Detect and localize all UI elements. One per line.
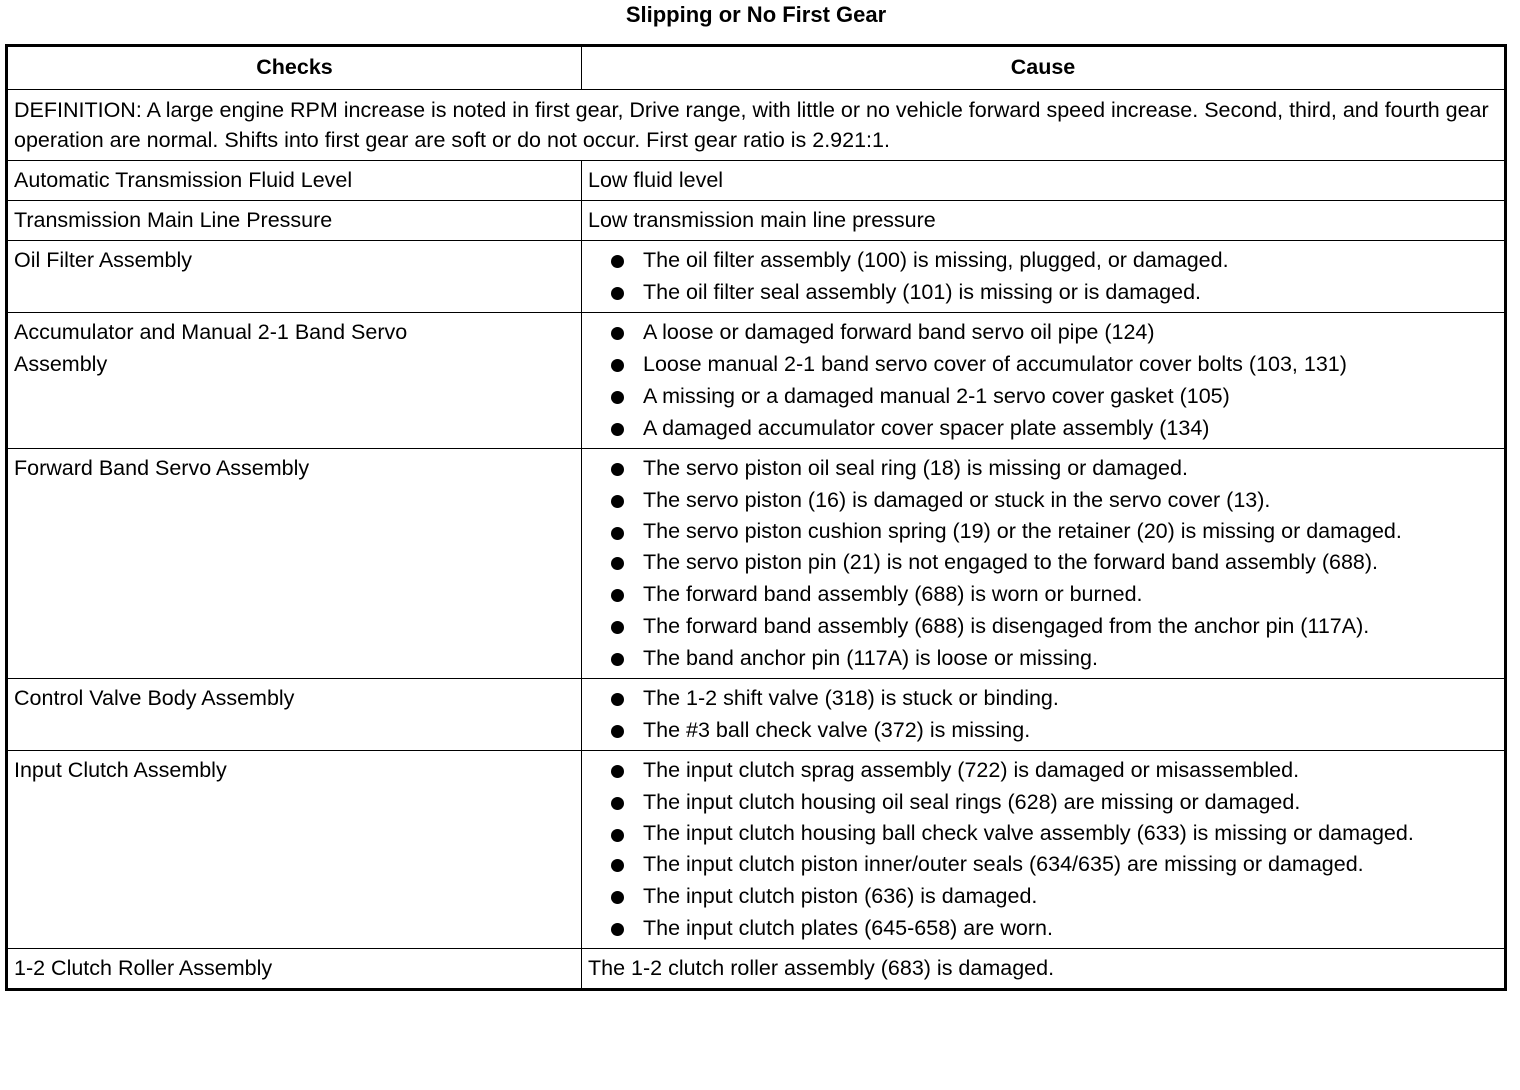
table-row [7, 313, 1506, 449]
cause-list [588, 452, 1498, 674]
cause-cell [582, 449, 1506, 679]
cause-item: The input clutch housing oil seal rings (628) are missing or damaged. [588, 786, 1498, 818]
cause-item: The input clutch sprag assembly (722) is damaged or misassembled. [588, 754, 1498, 786]
check-cell: Control Valve Body Assembly [7, 679, 582, 751]
checks-column-header: Checks [7, 46, 582, 90]
cause-cell: The 1-2 clutch roller assembly (683) is damaged. [582, 949, 1506, 990]
definition-text: DEFINITION: A large engine RPM increase is noted in first gear, Drive range, with little or no vehicle forward speed increase. Second, third, and fourth gear operation are normal. Shifts into first gear are soft or do not occur. First gear ratio is 2.921:1. [7, 90, 1506, 161]
cause-item: The forward band assembly (688) is disengaged from the anchor pin (117A). [588, 610, 1498, 642]
check-cell: Forward Band Servo Assembly [7, 449, 582, 679]
cause-list [588, 244, 1498, 308]
cause-item: A damaged accumulator cover spacer plate assembly (134) [588, 412, 1498, 444]
cause-item: The oil filter assembly (100) is missing, plugged, or damaged. [588, 244, 1498, 276]
diagnosis-table [5, 44, 1507, 991]
table-row [7, 201, 1506, 241]
check-cell: Input Clutch Assembly [7, 751, 582, 949]
cause-item: The oil filter seal assembly (101) is missing or is damaged. [588, 276, 1498, 308]
cause-item: The servo piston (16) is damaged or stuck in the servo cover (13). [588, 484, 1498, 516]
cause-item: The input clutch piston (636) is damaged. [588, 880, 1498, 912]
check-label: Accumulator and Manual 2-1 Band Servo Assembly [14, 320, 408, 376]
cause-item: The forward band assembly (688) is worn or burned. [588, 578, 1498, 610]
cause-item: The band anchor pin (117A) is loose or missing. [588, 642, 1498, 674]
cause-item: A loose or damaged forward band servo oil pipe (124) [588, 316, 1498, 348]
table-row [7, 449, 1506, 679]
table-row [7, 679, 1506, 751]
cause-cell [582, 679, 1506, 751]
cause-item: Loose manual 2-1 band servo cover of accumulator cover bolts (103, 131) [588, 348, 1498, 380]
check-cell: Transmission Main Line Pressure [7, 201, 582, 241]
header-row [7, 46, 1506, 90]
check-cell [7, 313, 582, 449]
table-row [7, 949, 1506, 990]
table-row [7, 751, 1506, 949]
cause-item: The input clutch plates (645-658) are worn. [588, 912, 1498, 944]
check-cell: 1-2 Clutch Roller Assembly [7, 949, 582, 990]
cause-cell: Low fluid level [582, 161, 1506, 201]
cause-item: The servo piston oil seal ring (18) is missing or damaged. [588, 452, 1498, 484]
cause-cell [582, 751, 1506, 949]
cause-cell: Low transmission main line pressure [582, 201, 1506, 241]
cause-item: A missing or a damaged manual 2-1 servo cover gasket (105) [588, 380, 1498, 412]
table-row [7, 161, 1506, 201]
cause-item: The servo piston cushion spring (19) or the retainer (20) is missing or damaged. [588, 516, 1498, 546]
cause-list [588, 754, 1498, 944]
page-title: Slipping or No First Gear [625, 2, 887, 27]
definition-row [7, 90, 1506, 161]
check-cell: Oil Filter Assembly [7, 241, 582, 313]
table-row [7, 241, 1506, 313]
cause-item: The input clutch piston inner/outer seals (634/635) are missing or damaged. [588, 848, 1498, 880]
cause-list [588, 682, 1498, 746]
cause-cell [582, 241, 1506, 313]
cause-list [588, 316, 1498, 444]
cause-item: The #3 ball check valve (372) is missing. [588, 714, 1498, 746]
cause-item: The input clutch housing ball check valve assembly (633) is missing or damaged. [588, 818, 1498, 848]
check-cell: Automatic Transmission Fluid Level [7, 161, 582, 201]
cause-item: The 1-2 shift valve (318) is stuck or binding. [588, 682, 1498, 714]
cause-column-header: Cause [582, 46, 1506, 90]
cause-item: The servo piston pin (21) is not engaged to the forward band assembly (688). [588, 546, 1498, 578]
cause-cell [582, 313, 1506, 449]
